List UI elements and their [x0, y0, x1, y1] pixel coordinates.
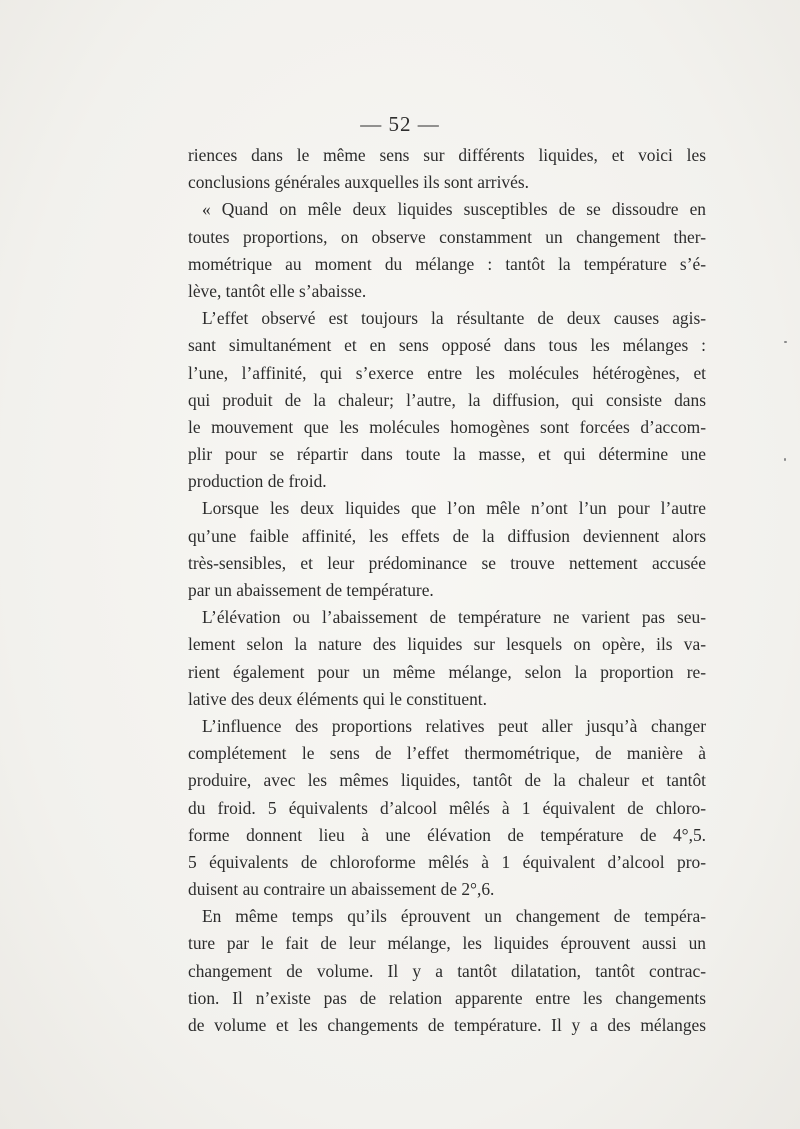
text-line: lative des deux éléments qui le constituent.	[188, 688, 487, 709]
text-line: mométrique au moment du mélange : tantôt la température s’é-	[188, 253, 706, 274]
text-line: « Quand on mêle deux liquides susceptibles de se dissoudre en	[202, 199, 706, 220]
text-line: lement selon la nature des liquides sur lesquels on opère, ils va-	[188, 634, 706, 655]
page-number: — 52 —	[360, 112, 440, 136]
text-line: produire, avec les mêmes liquides, tantôt de la chaleur et tantôt	[188, 770, 706, 791]
text-line: duisent au contraire un abaissement de 2°,6.	[188, 879, 495, 900]
text-line: plir pour se répartir dans toute la masse, et qui détermine une	[188, 444, 706, 465]
text-line: du froid. 5 équivalents d’alcool mêlés à 1 équivalent de chloro-	[188, 797, 706, 818]
text-line: toutes proportions, on observe constamment un changement ther-	[188, 226, 706, 247]
body-text	[188, 142, 706, 1039]
paper-speck	[784, 341, 787, 343]
text-line: forme donnent lieu à une élévation de température de 4°,5.	[188, 824, 706, 845]
text-line: lève, tantôt elle s’abaisse.	[188, 280, 367, 301]
text-line: très-sensibles, et leur prédominance se trouve nettement accusée	[188, 552, 706, 573]
text-line: Lorsque les deux liquides que l’on mêle n’ont l’un pour l’autre	[202, 498, 706, 519]
text-line: ture par le fait de leur mélange, les liquides éprouvent aussi un	[188, 933, 706, 954]
text-line: production de froid.	[188, 471, 327, 492]
text-line: sant simultanément et en sens opposé dans tous les mélanges :	[188, 335, 706, 356]
text-line: tion. Il n’existe pas de relation apparente entre les changements	[188, 987, 706, 1008]
text-line: En même temps qu’ils éprouvent un changement de tempéra-	[202, 906, 706, 927]
text-line: de volume et les changements de température. Il y a des mélanges	[188, 1015, 706, 1035]
text-line: le mouvement que les molécules homogènes sont forcées d’accom-	[188, 416, 706, 437]
text-line: L’influence des proportions relatives peut aller jusqu’à changer	[202, 715, 706, 736]
text-line: rient également pour un même mélange, selon la proportion re-	[188, 661, 706, 682]
text-line: qu’une faible affinité, les effets de la diffusion deviennent alors	[188, 525, 706, 546]
text-line: L’effet observé est toujours la résultante de deux causes agis-	[202, 308, 706, 329]
text-line: complétement le sens de l’effet thermométrique, de manière à	[188, 743, 706, 764]
text-line: conclusions générales auxquelles ils sont arrivés.	[188, 172, 529, 193]
text-line: l’une, l’affinité, qui s’exerce entre les molécules hétérogènes, et	[188, 362, 706, 383]
text-line: changement de volume. Il y a tantôt dilatation, tantôt contrac-	[188, 960, 706, 981]
text-line: riences dans le même sens sur différents liquides, et voici les	[188, 145, 706, 165]
text-line: L’élévation ou l’abaissement de température ne varient pas seu-	[202, 607, 706, 628]
text-line: qui produit de la chaleur; l’autre, la diffusion, qui consiste dans	[188, 389, 706, 410]
text-line: 5 équivalents de chloroforme mêlés à 1 équivalent d’alcool pro-	[188, 851, 706, 872]
paper-speck	[784, 458, 786, 461]
text-line: par un abaissement de température.	[188, 580, 434, 600]
